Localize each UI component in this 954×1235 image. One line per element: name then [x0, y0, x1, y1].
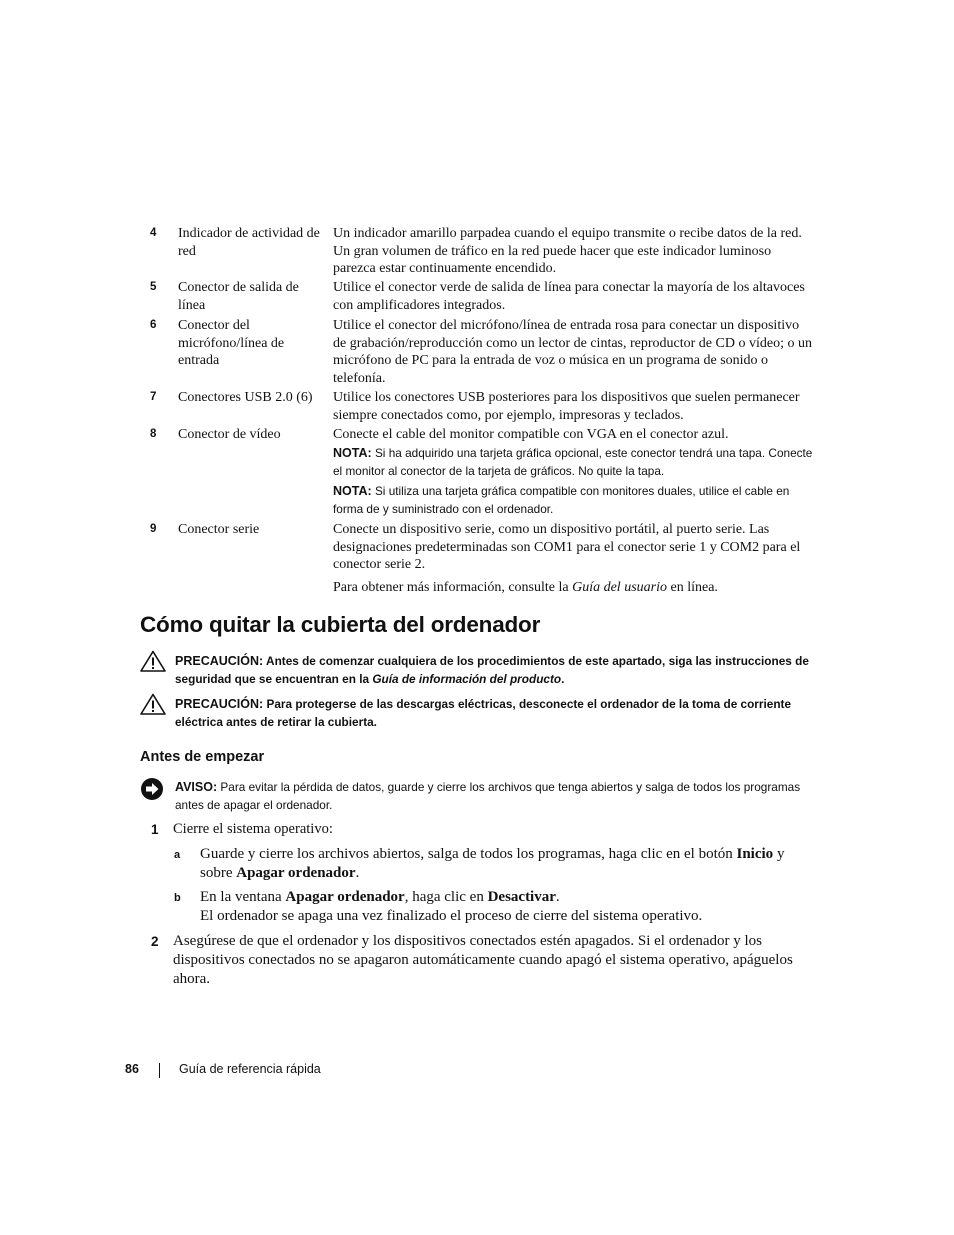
- connector-name: Conector de salida de línea: [178, 280, 299, 313]
- connector-number: 9: [150, 523, 157, 535]
- start-button-label: Inicio: [736, 846, 774, 862]
- footer-divider: [159, 1063, 160, 1078]
- shutdown-window-label: Apagar ordenador: [285, 889, 405, 905]
- warning-triangle-icon: [140, 693, 166, 715]
- substep-a-text: Guarde y cierre los archivos abiertos, salga de todos los programas, haga clic en el botón Inicio y sobre Apagar ordenador.: [200, 846, 785, 881]
- notice-arrow-icon: [140, 777, 164, 801]
- shutdown-option-label: Apagar ordenador: [236, 865, 356, 881]
- connector-description: Utilice el conector verde de salida de línea para conectar la mayoría de los altavoces con amplificadores integrados.: [333, 280, 805, 313]
- connector-number: 7: [150, 391, 157, 403]
- notice: AVISO: Para evitar la pérdida de datos, guarde y cierre los archivos que tenga abiertos y salga de todos los programas antes de apagar el ordenador.: [175, 780, 801, 812]
- note-2: [333, 483, 813, 518]
- page-number: 86: [125, 1062, 139, 1076]
- product-info-guide-reference: Guía de información del producto: [372, 671, 562, 686]
- more-info: Para obtener más información, consulte la Guía del usuario en línea.: [333, 580, 718, 595]
- connector-name: Conector del micrófono/línea de entrada: [178, 318, 285, 368]
- substep-b-text: En la ventana Apagar ordenador, haga clic en Desactivar. El ordenador se apaga una vez finalizado el proceso de cierre del sistema operativo.: [200, 889, 703, 924]
- caution-1: PRECAUCIÓN: Antes de comenzar cualquiera de los procedimientos de este apartado, siga las instrucciones de seguridad que se encuentran en la Guía de información del producto.: [175, 654, 809, 686]
- caution-2: PRECAUCIÓN: Para protegerse de las descargas eléctricas, desconecte el ordenador de la toma de corriente eléctrica antes de retirar la cubierta.: [175, 697, 792, 729]
- turn-off-option-label: Desactivar: [487, 889, 556, 905]
- subsection-title: Antes de empezar: [140, 749, 265, 765]
- connector-description: Conecte un dispositivo serie, como un dispositivo portátil, al puerto serie. Las designaciones predeterminadas son COM1 para el conector serie 1 y COM2 para el conector serie 2.: [333, 522, 801, 572]
- caution-label: PRECAUCIÓN:: [175, 697, 264, 711]
- connector-name: Indicador de actividad de red: [178, 226, 320, 259]
- note-label: NOTA:: [333, 484, 372, 498]
- note-text: Si utiliza una tarjeta gráfica compatible con monitores duales, utilice el cable en forma de y suministrado con el ordenador.: [333, 484, 790, 516]
- notice-label: AVISO:: [175, 780, 218, 794]
- connector-number: 6: [150, 319, 157, 331]
- connector-description: Conecte el cable del monitor compatible con VGA en el conector azul.: [333, 427, 729, 442]
- step-number: 2: [151, 934, 159, 949]
- connector-name: Conectores USB 2.0 (6): [178, 390, 313, 405]
- substep-label: a: [174, 849, 181, 861]
- connector-name: Conector serie: [178, 522, 260, 537]
- user-guide-reference: Guía del usuario: [572, 580, 667, 595]
- note-1: [333, 445, 813, 480]
- caution-label: PRECAUCIÓN:: [175, 654, 264, 668]
- step-2-text: Asegúrese de que el ordenador y los dispositivos conectados estén apagados. Si el ordenador y los dispositivos conectados no se apagaron automáticamente cuando apagó el sistema operativo, apáguelos ahora.: [173, 933, 793, 987]
- note-text: Si ha adquirido una tarjeta gráfica opcional, este conector tendrá una tapa. Conecte el monitor al conector de la tarjeta de gráficos. No quite la tapa.: [333, 446, 813, 478]
- note-label: NOTA:: [333, 446, 372, 460]
- connector-description: Utilice los conectores USB posteriores para los dispositivos que suelen permanecer siempre conectados como, por ejemplo, impresoras y teclados.: [333, 390, 800, 423]
- connector-number: 8: [150, 428, 157, 440]
- substep-b-line-2: El ordenador se apaga una vez finalizado el proceso de cierre del sistema operativo.: [200, 908, 703, 924]
- step-number: 1: [151, 822, 159, 837]
- connector-number: 4: [150, 227, 157, 239]
- connector-description: Un indicador amarillo parpadea cuando el equipo transmite o recibe datos de la red. Un gran volumen de tráfico en la red puede hacer que este indicador luminoso parezca estar continuamente encendido.: [333, 226, 802, 276]
- step-1-text: Cierre el sistema operativo:: [173, 821, 333, 837]
- footer-title: Guía de referencia rápida: [179, 1062, 321, 1076]
- section-title: Cómo quitar la cubierta del ordenador: [140, 612, 541, 637]
- connector-description: Utilice el conector del micrófono/línea de entrada rosa para conectar un dispositivo de grabación/reproducción como un lector de cintas, reproductor de CD o vídeo; o un micrófono de PC para la entrada de voz o música en un programa de sonido o telefonía.: [333, 318, 812, 386]
- warning-triangle-icon: [140, 650, 166, 672]
- substep-label: b: [174, 892, 181, 904]
- connector-number: 5: [150, 281, 157, 293]
- connector-name: Conector de vídeo: [178, 427, 281, 442]
